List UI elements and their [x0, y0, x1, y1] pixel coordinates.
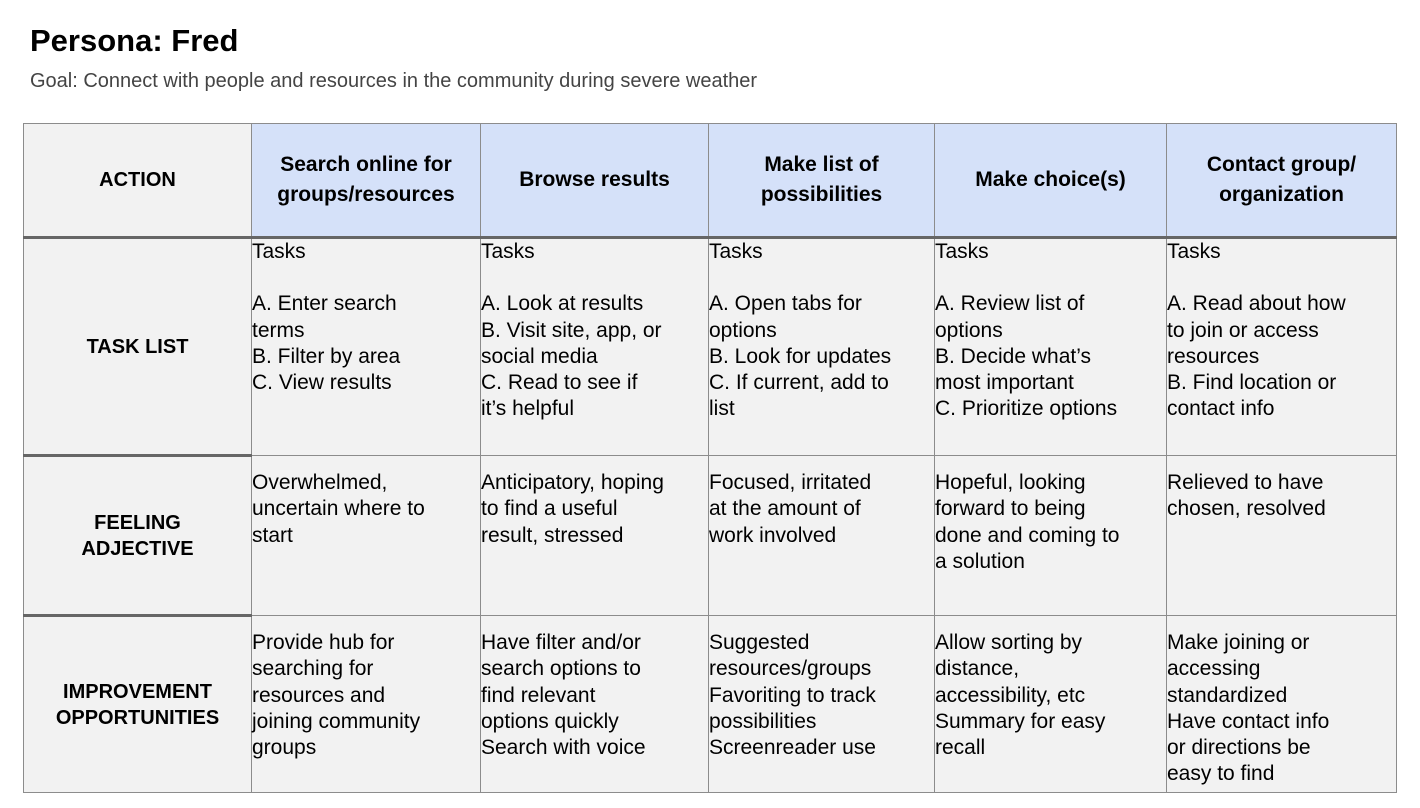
- cell-text-line: A. Read about how: [1167, 292, 1346, 316]
- cell-text-line: Browse results: [519, 168, 670, 191]
- action-row: [24, 124, 1397, 238]
- cell-text-line: Relieved to have: [1167, 471, 1324, 494]
- row-label-improvement: [24, 616, 252, 793]
- cell-text-line: options: [935, 318, 1003, 342]
- feeling-row: [24, 456, 1397, 616]
- cell-text-line: B. Visit site, app, or: [481, 318, 662, 342]
- row-label-text: OPPORTUNITIES: [55, 706, 220, 729]
- cell-text-line: easy to find: [1167, 762, 1275, 786]
- row-label-text: FEELING: [94, 511, 181, 534]
- cell-text-line: Have contact info: [1167, 709, 1330, 733]
- cell-text-line: Have filter and/or: [481, 631, 641, 654]
- cell-text-line: Contact group/: [1206, 153, 1357, 176]
- cell-text-line: Search with voice: [481, 736, 646, 760]
- stage-header: [1167, 124, 1397, 238]
- cell-text-line: possibilities: [760, 183, 883, 206]
- feeling-cell: [252, 456, 481, 616]
- tasks-heading: Tasks: [709, 240, 763, 263]
- cell-text-line: Summary for easy: [935, 709, 1106, 733]
- tasks-heading: Tasks: [1167, 240, 1221, 263]
- cell-text-line: resources: [1167, 344, 1260, 368]
- feeling-cell: [481, 456, 709, 616]
- cell-text-line: A. Look at results: [481, 292, 644, 316]
- cell-text-line: search options to: [481, 657, 641, 681]
- cell-text-line: B. Decide what’s: [935, 344, 1092, 368]
- cell-text-line: A. Open tabs for: [709, 292, 862, 316]
- tasks-heading: Tasks: [935, 240, 989, 263]
- cell-text-line: options quickly: [481, 709, 619, 733]
- cell-text-line: possibilities: [709, 709, 817, 733]
- cell-text-line: work involved: [709, 523, 837, 547]
- row-label-text: ACTION: [99, 169, 176, 191]
- cell-text-line: B. Filter by area: [252, 344, 401, 368]
- task-cell: [481, 238, 709, 456]
- cell-text-line: Anticipatory, hoping: [481, 471, 664, 494]
- feeling-cell: [1167, 456, 1397, 616]
- cell-text-line: accessing: [1167, 657, 1261, 681]
- cell-text-line: start: [252, 523, 293, 547]
- cell-text-line: Screenreader use: [709, 736, 876, 760]
- feeling-cell: [709, 456, 935, 616]
- cell-text-line: Favoriting to track: [709, 683, 876, 707]
- cell-text-line: uncertain where to: [252, 497, 425, 521]
- page-title: Persona: Fred: [30, 23, 239, 58]
- cell-text-line: Provide hub for: [252, 631, 395, 654]
- cell-text-line: result, stressed: [481, 523, 624, 547]
- row-label-feeling: [24, 456, 252, 616]
- cell-text-line: accessibility, etc: [935, 683, 1086, 707]
- feeling-cell: [935, 456, 1167, 616]
- cell-text-line: forward to being: [935, 497, 1086, 521]
- cell-text-line: organization: [1219, 183, 1344, 206]
- cell-text-line: B. Find location or: [1167, 371, 1337, 395]
- improvement-cell: [481, 616, 709, 793]
- cell-text-line: searching for: [252, 657, 374, 681]
- persona-goal: Goal: Connect with people and resources in the community during severe weather: [30, 70, 758, 92]
- cell-text-line: most important: [935, 371, 1074, 395]
- cell-text-line: B. Look for updates: [709, 344, 892, 368]
- cell-text-line: C. Prioritize options: [935, 397, 1118, 421]
- cell-text-line: joining community: [252, 709, 421, 733]
- cell-text-line: Make list of: [764, 153, 879, 176]
- cell-text-line: Make choice(s): [975, 168, 1126, 191]
- stage-header: [252, 124, 481, 238]
- cell-text-line: Hopeful, looking: [935, 471, 1086, 494]
- cell-text-line: list: [709, 397, 735, 421]
- improvement-cell: [709, 616, 935, 793]
- cell-text-line: groups: [252, 736, 317, 760]
- cell-text-line: social media: [481, 344, 598, 368]
- cell-text-line: Suggested: [709, 631, 810, 654]
- cell-text-line: it’s helpful: [481, 397, 575, 421]
- journey-map-table: [23, 123, 1397, 793]
- task-list-row: [24, 238, 1397, 456]
- cell-text-line: A. Review list of: [935, 292, 1085, 316]
- cell-text-line: done and coming to: [935, 523, 1120, 547]
- row-label-text: ADJECTIVE: [81, 537, 194, 560]
- improvement-row: [24, 616, 1397, 793]
- cell-text-line: Overwhelmed,: [252, 471, 388, 494]
- cell-text-line: to join or access: [1167, 318, 1319, 342]
- task-cell: [252, 238, 481, 456]
- cell-text-line: C. View results: [252, 371, 392, 395]
- cell-text-line: Make joining or: [1167, 631, 1310, 654]
- improvement-cell: [252, 616, 481, 793]
- cell-text-line: standardized: [1167, 683, 1288, 707]
- tasks-heading: Tasks: [252, 240, 306, 263]
- cell-text-line: options: [709, 318, 777, 342]
- row-label-action: [24, 124, 252, 238]
- cell-text-line: a solution: [935, 549, 1025, 573]
- cell-text-line: recall: [935, 736, 986, 760]
- cell-text-line: C. If current, add to: [709, 371, 889, 395]
- cell-text-line: Search online for: [280, 153, 452, 176]
- cell-text-line: or directions be: [1167, 736, 1311, 760]
- cell-text-line: Focused, irritated: [709, 471, 872, 494]
- stage-header: [935, 124, 1167, 238]
- cell-text-line: resources/groups: [709, 657, 872, 681]
- row-label-task-list: [24, 238, 252, 456]
- cell-text-line: contact info: [1167, 397, 1275, 421]
- row-label-text: TASK LIST: [86, 335, 189, 358]
- task-cell: [709, 238, 935, 456]
- cell-text-line: Allow sorting by: [935, 631, 1083, 654]
- row-label-text: IMPROVEMENT: [63, 680, 212, 703]
- cell-text-line: chosen, resolved: [1167, 497, 1326, 521]
- cell-text-line: groups/resources: [277, 183, 455, 206]
- tasks-heading: Tasks: [481, 240, 535, 263]
- stage-header: [709, 124, 935, 238]
- cell-text-line: to find a useful: [481, 497, 618, 521]
- cell-text-line: find relevant: [481, 683, 596, 707]
- cell-text-line: C. Read to see if: [481, 371, 638, 395]
- cell-text-line: terms: [252, 318, 305, 342]
- cell-text-line: at the amount of: [709, 497, 861, 521]
- task-cell: [1167, 238, 1397, 456]
- cell-text-line: resources and: [252, 683, 386, 707]
- task-cell: [935, 238, 1167, 456]
- improvement-cell: [935, 616, 1167, 793]
- cell-text-line: distance,: [935, 657, 1020, 681]
- cell-text-line: A. Enter search: [252, 292, 397, 316]
- improvement-cell: [1167, 616, 1397, 793]
- stage-header: [481, 124, 709, 238]
